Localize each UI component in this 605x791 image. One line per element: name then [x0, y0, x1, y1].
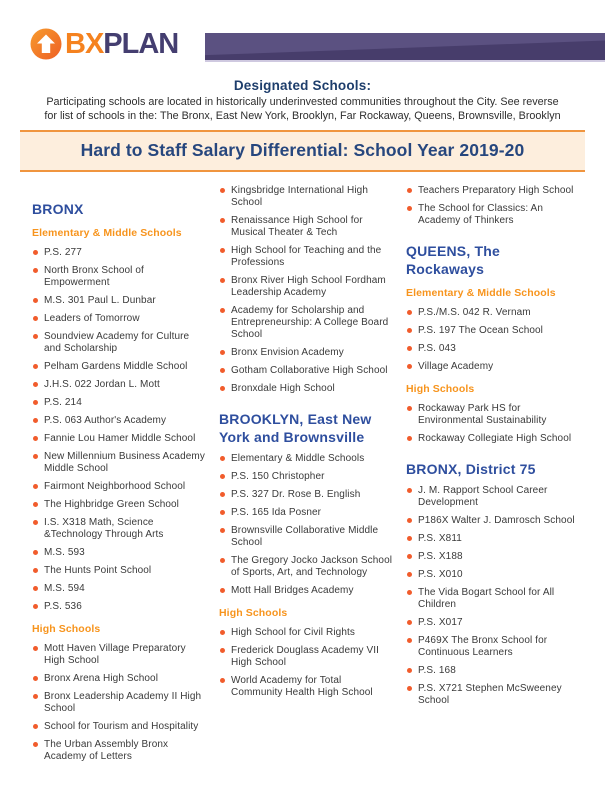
school-list-item — [406, 485, 582, 509]
school-list-item — [219, 245, 395, 269]
bullet-icon — [407, 620, 412, 625]
logo-bx-text: BX — [65, 28, 104, 60]
school-list-item — [32, 499, 208, 511]
category-subheading — [406, 283, 582, 301]
entry-text: P.S. 168 — [418, 665, 456, 676]
entry-text: Fairmont Neighborhood School — [44, 481, 186, 492]
entry-text: Village Academy — [418, 361, 494, 372]
entry-text: The Gregory Jocko Jackson School of Sports, Art, and Technology — [231, 555, 393, 578]
school-list-item — [219, 215, 395, 239]
entry-text: QUEENS, The Rockaways — [406, 243, 500, 277]
school-list-item — [406, 587, 582, 611]
school-list-item — [32, 673, 208, 685]
school-list-item — [32, 601, 208, 613]
bullet-icon — [220, 492, 225, 497]
school-list-item — [219, 471, 395, 483]
bullet-icon — [407, 436, 412, 441]
page-title: Hard to Staff Salary Differential: School Year 2019-20 — [80, 140, 525, 160]
school-list-item — [219, 627, 395, 639]
entry-text: BRONX — [32, 201, 84, 217]
entry-text: M.S. 593 — [44, 547, 85, 558]
logo-wordmark — [65, 28, 178, 60]
school-list-item — [406, 635, 582, 659]
bullet-icon — [33, 742, 38, 747]
school-list-item — [32, 451, 208, 475]
entry-text: Mott Haven Village Preparatory High School — [44, 643, 186, 666]
entry-text: Gotham Collaborative High School — [231, 365, 388, 376]
school-list-item — [406, 433, 582, 445]
entry-text: High School for Teaching and the Professions — [231, 245, 382, 268]
bullet-icon — [220, 188, 225, 193]
bullet-icon — [33, 502, 38, 507]
entry-text: Fannie Lou Hamer Middle School — [44, 433, 196, 444]
school-list-item — [32, 379, 208, 391]
school-list-item — [32, 721, 208, 733]
bullet-icon — [220, 558, 225, 563]
title-banner — [20, 130, 585, 172]
school-list-item — [406, 203, 582, 227]
designated-schools-title: Designated Schools: — [233, 78, 372, 93]
bullet-icon — [33, 316, 38, 321]
school-list-item — [406, 665, 582, 677]
school-list-item — [406, 533, 582, 545]
entry-text: High Schools — [406, 383, 475, 395]
school-list-item — [406, 307, 582, 319]
school-list-item — [32, 397, 208, 409]
bullet-icon — [33, 520, 38, 525]
entry-text: Teachers Preparatory High School — [418, 185, 574, 196]
school-list-item — [219, 275, 395, 299]
school-list-item — [406, 185, 582, 197]
bullet-icon — [220, 678, 225, 683]
bullet-icon — [220, 528, 225, 533]
entry-text: Elementary & Middle Schools — [231, 453, 365, 464]
category-subheading — [32, 619, 208, 637]
description-line-1: Participating schools are located in historically underinvested communities throughout the City. See reverse — [46, 96, 559, 108]
entry-text: North Bronx School of Empowerment — [44, 265, 144, 288]
entry-text: P.S. 165 Ida Posner — [231, 507, 322, 518]
entry-text: P.S. 277 — [44, 247, 82, 258]
entry-text: The Vida Bogart School for All Children — [418, 587, 555, 610]
bullet-icon — [33, 400, 38, 405]
school-list-item — [406, 617, 582, 629]
entry-text: Mott Hall Bridges Academy — [231, 585, 354, 596]
entry-text: New Millennium Business Academy Middle School — [44, 451, 205, 474]
entry-text: P469X The Bronx School for Continuous Learners — [418, 635, 548, 658]
entry-text: J. M. Rapport School Career Development — [418, 485, 548, 508]
entry-text: Renaissance High School for Musical Theater & Tech — [231, 215, 363, 238]
bullet-icon — [407, 488, 412, 493]
school-list-item — [32, 643, 208, 667]
bullet-icon — [220, 474, 225, 479]
bullet-icon — [407, 206, 412, 211]
school-list-item — [32, 331, 208, 355]
entry-text: Pelham Gardens Middle School — [44, 361, 188, 372]
bullet-icon — [33, 418, 38, 423]
bullet-icon — [33, 568, 38, 573]
bullet-icon — [220, 350, 225, 355]
bullet-icon — [33, 484, 38, 489]
bullet-icon — [33, 436, 38, 441]
school-list-item — [219, 525, 395, 549]
bullet-icon — [33, 586, 38, 591]
bullet-icon — [407, 668, 412, 673]
designated-schools-description — [18, 95, 587, 123]
bullet-icon — [407, 346, 412, 351]
entry-text: P.S. X188 — [418, 551, 463, 562]
entry-text: Bronx River High School Fordham Leadership Academy — [231, 275, 386, 298]
bullet-icon — [407, 518, 412, 523]
entry-text: World Academy for Total Community Health High School — [231, 675, 373, 698]
bullet-icon — [33, 382, 38, 387]
entry-text: Rockaway Park HS for Environmental Sustainability — [418, 403, 547, 426]
school-list-item — [406, 683, 582, 707]
school-list-item — [406, 361, 582, 373]
bullet-icon — [33, 268, 38, 273]
bullet-icon — [33, 694, 38, 699]
school-list-item — [32, 481, 208, 493]
entry-text: Bronx Leadership Academy II High School — [44, 691, 202, 714]
school-list-item — [406, 551, 582, 563]
school-list-item — [32, 415, 208, 427]
school-list-item — [32, 739, 208, 763]
up-arrow-circle-icon — [30, 28, 62, 60]
entry-text: Kingsbridge International High School — [231, 185, 368, 208]
entry-text: The Highbridge Green School — [44, 499, 179, 510]
entry-text: High Schools — [32, 623, 101, 635]
category-subheading — [32, 223, 208, 241]
school-list-item — [32, 247, 208, 259]
bullet-icon — [407, 188, 412, 193]
school-list-item — [32, 583, 208, 595]
school-list-item — [32, 265, 208, 289]
entry-text: P.S. 063 Author's Academy — [44, 415, 167, 426]
school-columns — [0, 172, 605, 769]
school-list-item — [219, 585, 395, 597]
bullet-icon — [220, 630, 225, 635]
bullet-icon — [33, 676, 38, 681]
bullet-icon — [220, 218, 225, 223]
school-list-item — [32, 691, 208, 715]
school-list-item — [406, 325, 582, 337]
bxplan-logo — [30, 28, 178, 60]
school-list-item — [406, 403, 582, 427]
school-list-item — [406, 569, 582, 581]
bullet-icon — [33, 334, 38, 339]
entry-text: P.S. 327 Dr. Rose B. English — [231, 489, 361, 500]
bullet-icon — [33, 550, 38, 555]
school-list-item — [219, 555, 395, 579]
school-list-item — [32, 361, 208, 373]
bullet-icon — [220, 588, 225, 593]
designated-schools-section — [18, 78, 587, 123]
entry-text: High Schools — [219, 607, 288, 619]
bullet-icon — [33, 646, 38, 651]
bullet-icon — [220, 510, 225, 515]
category-subheading — [406, 379, 582, 397]
bullet-icon — [407, 554, 412, 559]
entry-text: I.S. X318 Math, Science &Technology Through Arts — [44, 517, 164, 540]
entry-text: School for Tourism and Hospitality — [44, 721, 199, 732]
entry-text: Rockaway Collegiate High School — [418, 433, 572, 444]
entry-text: P.S. 214 — [44, 397, 82, 408]
bullet-icon — [33, 298, 38, 303]
school-list-item — [219, 489, 395, 501]
entry-text: P186X Walter J. Damrosch School — [418, 515, 575, 526]
school-list-item — [219, 383, 395, 395]
school-list-item — [219, 675, 395, 699]
entry-text: Elementary & Middle Schools — [32, 227, 182, 239]
entry-text: Bronxdale High School — [231, 383, 335, 394]
bullet-icon — [220, 386, 225, 391]
bullet-icon — [407, 328, 412, 333]
entry-text: P.S. X811 — [418, 533, 462, 544]
entry-text: Frederick Douglass Academy VII High School — [231, 645, 380, 668]
entry-text: BRONX, District 75 — [406, 461, 536, 477]
entry-text: Bronx Envision Academy — [231, 347, 344, 358]
bullet-icon — [220, 368, 225, 373]
bullet-icon — [407, 638, 412, 643]
bullet-icon — [407, 572, 412, 577]
column-bronx — [32, 185, 208, 769]
bullet-icon — [407, 364, 412, 369]
region-heading — [32, 201, 208, 219]
school-list-item — [32, 517, 208, 541]
school-list-item — [219, 305, 395, 341]
school-list-item — [219, 645, 395, 669]
entry-text: Elementary & Middle Schools — [406, 287, 556, 299]
page-header — [0, 0, 605, 76]
entry-text: P.S. X721 Stephen McSweeney School — [418, 683, 562, 706]
entry-text: BROOKLYN, East New York and Brownsville — [219, 411, 372, 445]
bullet-icon — [220, 308, 225, 313]
entry-text: P.S./M.S. 042 R. Vernam — [418, 307, 531, 318]
entry-text: P.S. X017 — [418, 617, 463, 628]
school-list-item — [32, 433, 208, 445]
entry-text: M.S. 301 Paul L. Dunbar — [44, 295, 156, 306]
school-list-item — [32, 295, 208, 307]
entry-text: High School for Civil Rights — [231, 627, 355, 638]
school-list-item — [219, 347, 395, 359]
school-list-item — [219, 185, 395, 209]
region-heading — [406, 461, 582, 479]
entry-text: P.S. 197 The Ocean School — [418, 325, 543, 336]
entry-text: Academy for Scholarship and Entrepreneurship: A College Board School — [231, 305, 389, 340]
bullet-icon — [33, 724, 38, 729]
region-heading — [219, 411, 395, 447]
bullet-icon — [220, 648, 225, 653]
entry-text: P.S. 536 — [44, 601, 82, 612]
entry-text: Bronx Arena High School — [44, 673, 159, 684]
bullet-icon — [33, 250, 38, 255]
entry-text: The Hunts Point School — [44, 565, 152, 576]
entry-text: Brownsville Collaborative Middle School — [231, 525, 379, 548]
entry-text: The Urban Assembly Bronx Academy of Letters — [44, 739, 169, 762]
bullet-icon — [407, 590, 412, 595]
bullet-icon — [220, 248, 225, 253]
column-queens-district75 — [406, 185, 582, 769]
category-subheading — [219, 603, 395, 621]
bullet-icon — [407, 686, 412, 691]
description-line-2: for list of schools in the: The Bronx, East New York, Brooklyn, Far Rockaway, Queens, Brownsville, Brooklyn — [44, 110, 561, 122]
bullet-icon — [33, 364, 38, 369]
bullet-icon — [407, 310, 412, 315]
logo-plan-text: PLAN — [103, 28, 179, 60]
bullet-icon — [407, 406, 412, 411]
entry-text: P.S. 043 — [418, 343, 456, 354]
bullet-icon — [33, 604, 38, 609]
column-bronx-brooklyn — [219, 185, 395, 769]
school-list-item — [219, 453, 395, 465]
school-list-item — [32, 313, 208, 325]
bullet-icon — [407, 536, 412, 541]
entry-text: The School for Classics: An Academy of Thinkers — [418, 203, 543, 226]
bullet-icon — [220, 456, 225, 461]
bullet-icon — [33, 454, 38, 459]
entry-text: P.S. X010 — [418, 569, 463, 580]
school-list-item — [406, 343, 582, 355]
entry-text: Soundview Academy for Culture and Scholarship — [44, 331, 190, 354]
entry-text: J.H.S. 022 Jordan L. Mott — [44, 379, 160, 390]
region-heading — [406, 243, 582, 279]
school-list-item — [406, 515, 582, 527]
entry-text: M.S. 594 — [44, 583, 85, 594]
entry-text: P.S. 150 Christopher — [231, 471, 325, 482]
school-list-item — [219, 365, 395, 377]
entry-text: Leaders of Tomorrow — [44, 313, 140, 324]
bullet-icon — [220, 278, 225, 283]
school-list-item — [219, 507, 395, 519]
school-list-item — [32, 547, 208, 559]
school-list-item — [32, 565, 208, 577]
header-purple-banner — [205, 33, 605, 62]
